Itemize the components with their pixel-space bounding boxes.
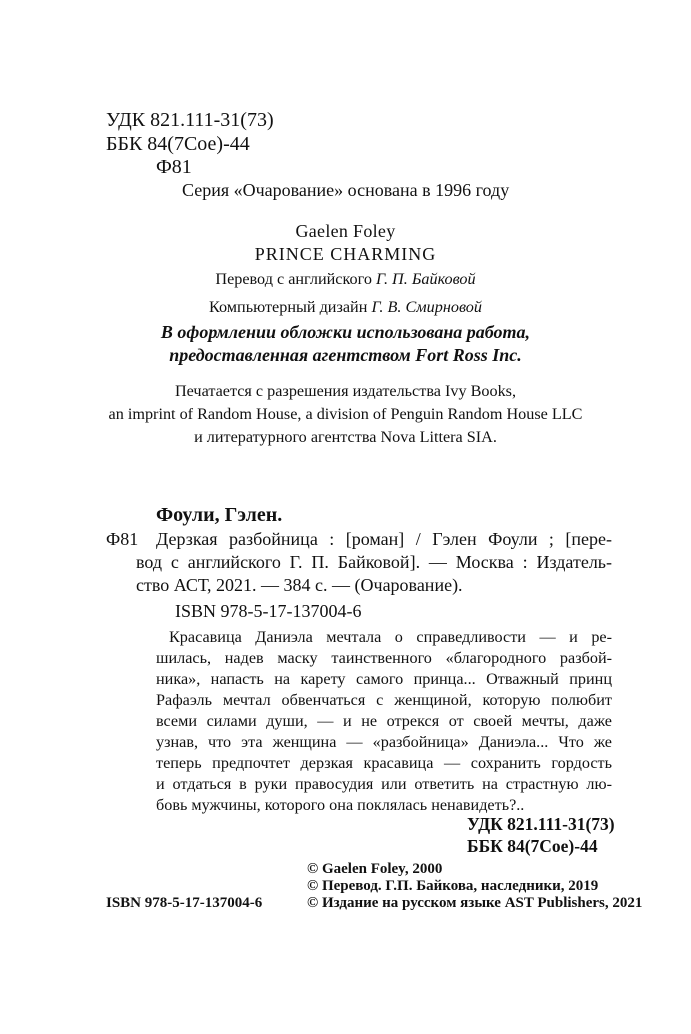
annotation-line: Рафаэль мечтал обвенчаться с женщиной, которую полюбит <box>156 691 612 709</box>
design-credit <box>0 298 691 318</box>
designer-name: Г. В. Смирновой <box>371 298 482 316</box>
permission-line-2: an imprint of Random House, a division of Penguin Random House LLC <box>108 405 583 423</box>
original-author: Gaelen Foley <box>295 221 396 241</box>
udk-code: УДК 821.111-31(73) <box>106 109 274 131</box>
copyright-line-1: © Gaelen Foley, 2000 <box>307 861 443 877</box>
catalog-description <box>136 528 612 597</box>
description-line-1: Дерзкая разбойница : [роман] / Гэлен Фоули ; [пере- <box>156 529 612 549</box>
annotation-line: всеми силами души, — и не отрекся от своей мечты, даже <box>156 712 612 730</box>
translation-credit <box>0 270 691 290</box>
design-label: Компьютерный дизайн <box>209 298 368 316</box>
author-mark: Ф81 <box>156 156 192 178</box>
annotation-line: Красавица Даниэла мечтала о справедливости — и ре- <box>169 628 612 646</box>
annotation-line: и отдаться в руки правосудия или ответить на страстную лю- <box>156 775 612 793</box>
series-note: Серия «Очарование» основана в 1996 году <box>182 180 510 200</box>
description-line-3: ство АСТ, 2021. — 384 с. — (Очарование). <box>136 575 463 595</box>
description-line-2: вод с английского Г. П. Байковой]. — Москва : Издатель- <box>136 552 612 572</box>
copyright-line-3: © Издание на русском языке AST Publishers, 2021 <box>307 895 643 911</box>
annotation-line: шилась, надев маску таинственного «благородного разбой- <box>156 649 612 667</box>
annotation-line: ника», напасть на карету самого принца... Отважный принц <box>156 670 612 688</box>
translation-label: Перевод с английского <box>215 270 372 288</box>
footer-isbn: ISBN 978-5-17-137004-6 <box>106 895 263 911</box>
cover-note-line-1: В оформлении обложки использована работа, <box>160 322 531 342</box>
catalog-bbk: ББК 84(7Сое)-44 <box>467 836 598 856</box>
catalog-heading: Фоули, Гэлен. <box>156 504 283 526</box>
catalog-udk: УДК 821.111-31(73) <box>467 814 615 834</box>
catalog-mark: Ф81 <box>106 529 139 549</box>
annotation-line: теперь предпочтет дерзкая красавица — сохранить гордость <box>156 754 612 772</box>
copyright-line-2: © Перевод. Г.П. Байкова, наследники, 2019 <box>307 878 599 894</box>
cover-note-line-2: предоставленная агентством Fort Ross Inc. <box>169 345 522 365</box>
permission-line-1: Печатается с разрешения издательства Ivy Books, <box>174 382 517 400</box>
annotation <box>106 627 612 816</box>
original-title: PRINCE CHARMING <box>254 244 437 264</box>
catalog-isbn: ISBN 978-5-17-137004-6 <box>175 601 362 621</box>
annotation-line: узнав, что эта женщина — «разбойница» Даниэла... Что же <box>156 733 612 751</box>
bbk-code: ББК 84(7Сое)-44 <box>106 133 250 155</box>
permission-line-3: и литературного агентства Nova Littera SIA. <box>194 428 497 446</box>
annotation-line: бовь мужчины, которого она поклялась ненавидеть?.. <box>156 796 525 814</box>
translator-name: Г. П. Байковой <box>375 270 476 288</box>
